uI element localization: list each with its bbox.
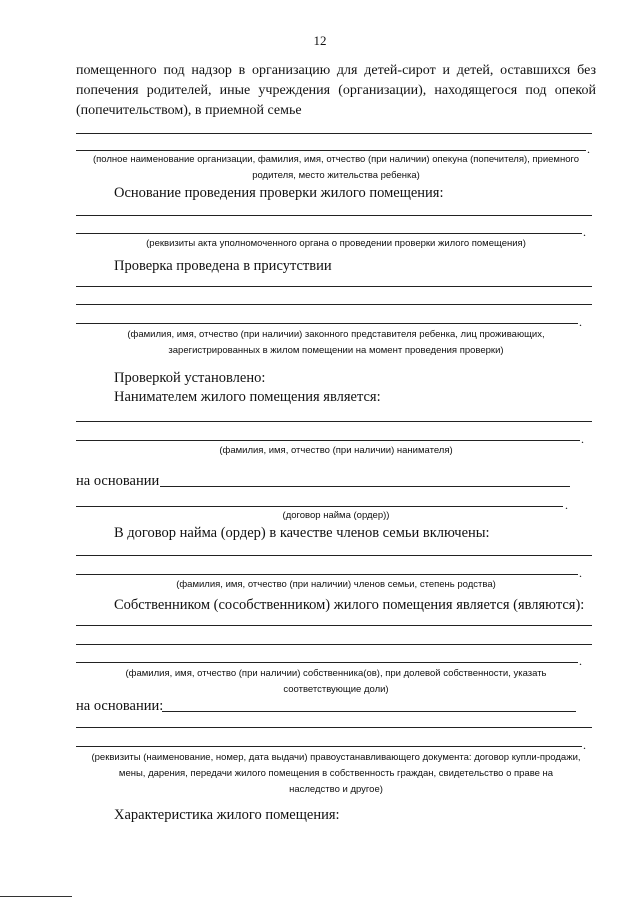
- heading-tenant: Нанимателем жилого помещения является:: [114, 389, 381, 405]
- caption-line: наследство и другое): [289, 784, 383, 795]
- caption-tenant: [76, 443, 596, 459]
- fill-line[interactable]: [76, 574, 578, 575]
- fill-line[interactable]: [76, 421, 592, 422]
- fill-line[interactable]: [76, 233, 582, 234]
- intro-line-2: попечения родителей, иные учреждения (организации), находящегося под опекой: [76, 83, 596, 98]
- heading-presence: Проверка проведена в присутствии: [114, 258, 332, 274]
- caption-line: (реквизиты (наименование, номер, дата выдачи) правоустанавливающего документа: договор купли-продажи,: [91, 752, 581, 763]
- line-end-mark: .: [583, 738, 586, 752]
- caption-line: мены, дарения, передачи жилого помещения в собственность граждан, свидетельство о праве на: [118, 768, 554, 779]
- fill-line[interactable]: [162, 711, 576, 712]
- fill-line[interactable]: [76, 625, 592, 626]
- fill-line[interactable]: [76, 555, 592, 556]
- fill-line[interactable]: [76, 215, 592, 216]
- caption-contract: [76, 508, 596, 524]
- caption-line: соответствующие доли): [283, 684, 389, 695]
- caption-line: (договор найма (ордер)): [282, 510, 390, 521]
- heading-characteristics: Характеристика жилого помещения:: [114, 807, 340, 823]
- fill-line[interactable]: [76, 150, 586, 151]
- caption-line: (фамилия, имя, отчество (при наличии) законного представителя ребенка, лиц проживающих,: [127, 329, 545, 340]
- fill-line[interactable]: [76, 286, 592, 287]
- line-end-mark: .: [583, 225, 586, 239]
- caption-act: [76, 236, 596, 252]
- caption-line: родителя, место жительства ребенка): [252, 170, 420, 181]
- caption-owners: [76, 666, 596, 698]
- fill-line[interactable]: [76, 662, 578, 663]
- caption-line: (фамилия, имя, отчество (при наличии) нанимателя): [219, 445, 453, 456]
- caption-title-document: [76, 750, 596, 798]
- heading-basis: Основание проведения проверки жилого помещения:: [114, 185, 444, 201]
- fill-line[interactable]: [76, 746, 582, 747]
- line-end-mark: .: [579, 566, 582, 580]
- line-end-mark: .: [587, 142, 590, 156]
- page-number: 12: [313, 33, 327, 48]
- fill-line[interactable]: [76, 133, 592, 134]
- heading-owners: Собственником (сособственником) жилого помещения является (являются):: [114, 597, 585, 613]
- intro-line-1: помещенного под надзор в организацию для детей-сирот и детей, оставшихся без: [76, 63, 596, 78]
- heading-family: В договор найма (ордер) в качестве членов семьи включены:: [114, 525, 490, 541]
- fill-line[interactable]: [76, 440, 580, 441]
- caption-family: [76, 577, 596, 593]
- fill-line[interactable]: [160, 486, 570, 487]
- caption-presence: [76, 327, 596, 359]
- caption-line: (фамилия, имя, отчество (при наличии) собственника(ов), при долевой собственности, указать: [125, 668, 547, 679]
- line-end-mark: .: [581, 432, 584, 446]
- fill-line[interactable]: [76, 323, 578, 324]
- fill-line[interactable]: [76, 727, 592, 728]
- fill-line[interactable]: [76, 644, 592, 645]
- footnote-separator: [0, 896, 72, 897]
- heading-established: Проверкой установлено:: [114, 370, 266, 386]
- caption-guardian: [76, 152, 596, 184]
- label-on-basis-2: на основании:: [76, 698, 164, 714]
- line-end-mark: .: [579, 315, 582, 329]
- line-end-mark: .: [579, 654, 582, 668]
- caption-line: (реквизиты акта уполномоченного органа о проведении проверки жилого помещения): [146, 238, 526, 249]
- caption-line: зарегистрированных в жилом помещении на момент проведения проверки): [168, 345, 504, 356]
- line-end-mark: .: [565, 498, 568, 512]
- caption-line: (фамилия, имя, отчество (при наличии) членов семьи, степень родства): [176, 579, 496, 590]
- caption-line: (полное наименование организации, фамилия, имя, отчество (при наличии) опекуна (попечителя), приемного: [92, 154, 580, 165]
- intro-line-3: (попечительством), в приемной семье: [76, 103, 302, 118]
- label-on-basis: на основании: [76, 473, 160, 489]
- fill-line[interactable]: [76, 304, 592, 305]
- fill-line[interactable]: [76, 506, 563, 507]
- intro-paragraph: [76, 61, 596, 121]
